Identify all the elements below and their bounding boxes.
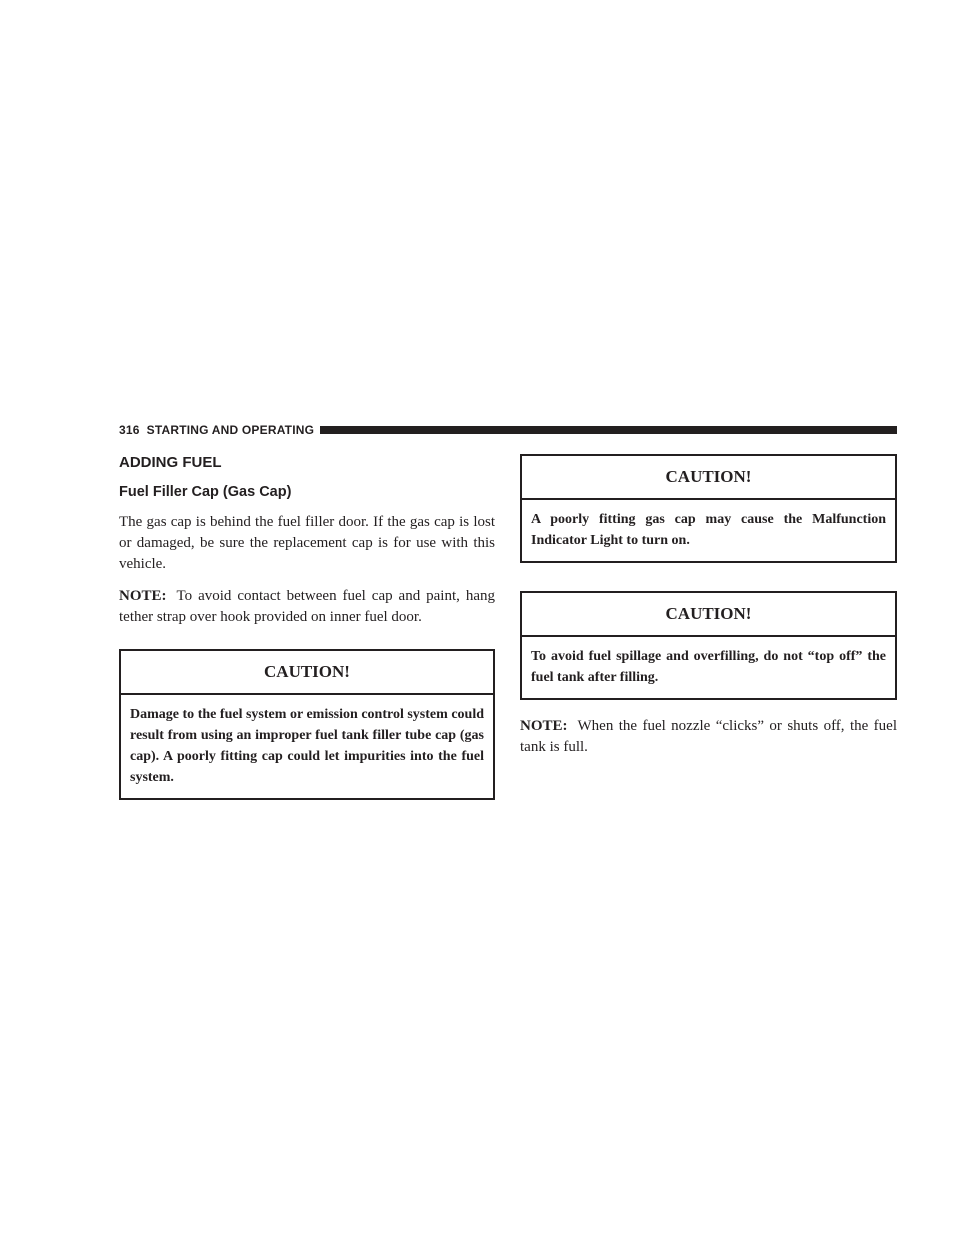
note-paragraph xyxy=(520,716,897,758)
page-header xyxy=(119,422,897,438)
section-title: STARTING AND OPERATING xyxy=(146,423,315,437)
note-text: To avoid contact between fuel cap and paint, hang tether strap over hook provided on inner fuel door. xyxy=(119,588,495,625)
note-label: NOTE: xyxy=(119,588,167,604)
note-text: When the fuel nozzle “clicks” or shuts off, the fuel tank is full. xyxy=(520,718,897,755)
caution-text: Damage to the fuel system or emission control system could result from using an improper fuel tank filler tube cap (gas cap). A poorly fitting cap could let impurities into the fuel system. xyxy=(130,707,484,785)
caution-title: CAUTION! xyxy=(522,456,895,500)
header-rule xyxy=(320,426,897,434)
sub-heading: Fuel Filler Cap (Gas Cap) xyxy=(119,484,292,500)
section-heading: ADDING FUEL xyxy=(119,454,222,471)
caution-title: CAUTION! xyxy=(522,593,895,637)
note-label: NOTE: xyxy=(520,718,568,734)
caution-text: To avoid fuel spillage and overfilling, do not “top off” the fuel tank after filling. xyxy=(531,649,886,685)
page-number: 316 xyxy=(119,423,140,437)
caution-box-fuel-spillage xyxy=(520,591,897,700)
caution-box-malfunction-light xyxy=(520,454,897,563)
right-column xyxy=(520,450,897,758)
caution-box xyxy=(119,649,495,800)
note-paragraph xyxy=(119,586,495,628)
caution-title: CAUTION! xyxy=(121,651,493,695)
caution-text: A poorly fitting gas cap may cause the Malfunction Indicator Light to turn on. xyxy=(531,512,886,548)
body-paragraph: The gas cap is behind the fuel filler door. If the gas cap is lost or damaged, be sure the replacement cap is for use with this vehicle. xyxy=(119,514,495,572)
left-column xyxy=(119,450,495,800)
